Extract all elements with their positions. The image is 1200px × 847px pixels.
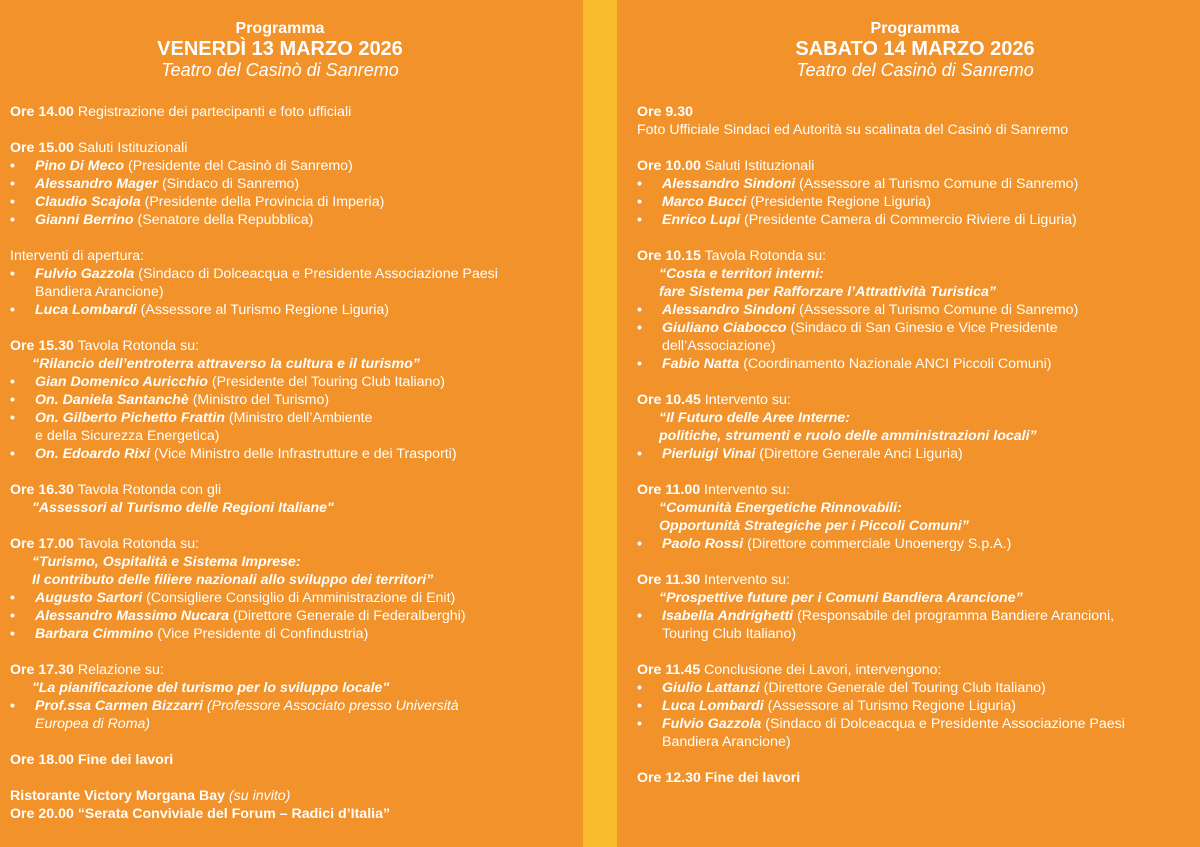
bullet-icon: • xyxy=(10,590,15,607)
session-time: Ore 10.15 xyxy=(637,248,701,265)
bullet-icon: • xyxy=(10,446,15,463)
session-greetings xyxy=(10,139,576,229)
session-time: Ore 11.30 xyxy=(637,572,701,589)
session-title: "La pianificazione del turismo per lo sviluppo locale" xyxy=(32,680,390,697)
speaker-name: On. Daniela Santanchè xyxy=(35,392,189,409)
session-title-cont: fare Sistema per Rafforzare l’Attrattività Turistica” xyxy=(659,284,996,301)
bullet-icon: • xyxy=(10,158,15,175)
center-divider xyxy=(583,0,617,847)
speaker-role-cont: Bandiera Arancione) xyxy=(35,284,164,301)
speaker-role: (Senatore della Repubblica) xyxy=(133,212,314,229)
day1-date: VENERDÌ 13 MARZO 2026 xyxy=(157,37,403,60)
session-time: Ore 14.00 xyxy=(10,104,74,121)
restaurant-name: Ristorante Victory Morgana Bay xyxy=(10,788,225,805)
session-time: Ore 11.00 xyxy=(637,482,701,499)
speaker-role: (Direttore Generale del Touring Club Italiano) xyxy=(759,680,1046,697)
speaker-item xyxy=(10,175,576,193)
bullet-icon: • xyxy=(10,608,15,625)
session-end xyxy=(637,769,1193,787)
session-opening xyxy=(10,247,576,319)
speaker-item xyxy=(637,535,1193,553)
session-title: “Il Futuro delle Aree Interne: xyxy=(659,410,851,427)
speaker-role: (Sindaco di Sanremo) xyxy=(158,176,300,193)
speaker-item xyxy=(10,391,576,409)
speaker-item xyxy=(10,625,576,643)
session-conclusion xyxy=(637,661,1193,751)
day2-venue: Teatro del Casinò di Sanremo xyxy=(796,60,1034,81)
speaker-item xyxy=(637,715,1193,751)
speaker-name: Barbara Cimmino xyxy=(35,626,154,643)
session-energy xyxy=(637,481,1193,553)
session-end-text: Ore 18.00 Fine dei lavori xyxy=(10,752,174,769)
speaker-role: (Sindaco di Dolceacqua e Presidente Associazione Paesi xyxy=(134,266,498,283)
session-title: “Comunità Energetiche Rinnovabili: xyxy=(659,500,902,517)
session-text: Intervento su: xyxy=(700,482,791,499)
speaker-item xyxy=(637,679,1193,697)
speaker-role: (Assessore al Turismo Regione Liguria) xyxy=(763,698,1017,715)
session-text: Tavola Rotonda su: xyxy=(73,536,200,553)
session-time: Ore 10.00 xyxy=(637,158,701,175)
day2-header xyxy=(637,20,1193,80)
bullet-icon: • xyxy=(637,446,642,463)
session-text: Intervento su: xyxy=(700,392,791,409)
speaker-item xyxy=(10,301,576,319)
day2-header-label: Programma xyxy=(870,20,960,37)
session-title-cont: Opportunità Strategiche per i Piccoli Comuni” xyxy=(659,518,969,535)
speaker-name: Giulio Lattanzi xyxy=(662,680,760,697)
speaker-item xyxy=(637,607,1193,643)
bullet-icon: • xyxy=(637,716,642,733)
speaker-role-cont: Touring Club Italiano) xyxy=(662,626,797,643)
speaker-name: Marco Bucci xyxy=(662,194,747,211)
speaker-name: Fulvio Gazzola xyxy=(35,266,135,283)
bullet-icon: • xyxy=(637,194,642,211)
bullet-icon: • xyxy=(10,302,15,319)
speaker-name: On. Edoardo Rixi xyxy=(35,446,151,463)
bullet-icon: • xyxy=(637,356,642,373)
speaker-item xyxy=(637,193,1193,211)
speaker-item xyxy=(637,301,1193,319)
speaker-role: (Presidente del Casinò di Sanremo) xyxy=(124,158,353,175)
bullet-icon: • xyxy=(637,536,642,553)
speaker-item xyxy=(10,607,576,625)
speaker-item xyxy=(10,157,576,175)
speaker-item xyxy=(637,319,1193,355)
session-greetings xyxy=(637,157,1193,229)
session-time: Ore 17.00 xyxy=(10,536,74,553)
speaker-role-cont: dell’Associazione) xyxy=(662,338,776,355)
session-roundtable-coast xyxy=(637,247,1193,373)
speaker-item xyxy=(10,697,576,733)
day2-date: SABATO 14 MARZO 2026 xyxy=(795,37,1035,60)
session-title: "Assessori al Turismo delle Regioni Italiane" xyxy=(32,500,334,517)
speaker-name: Claudio Scajola xyxy=(35,194,141,211)
speaker-role: (Responsabile del programma Bandiere Arancioni, xyxy=(793,608,1115,625)
session-time: Ore 15.30 xyxy=(10,338,74,355)
speaker-role: (Vice Presidente di Confindustria) xyxy=(153,626,369,643)
speaker-name: Alessandro Sindoni xyxy=(662,176,796,193)
session-title: “Costa e territori interni: xyxy=(659,266,824,283)
session-registration xyxy=(10,103,576,121)
speaker-role-cont: Bandiera Arancione) xyxy=(662,734,791,751)
speaker-name: Gianni Berrino xyxy=(35,212,134,229)
speaker-name: Luca Lombardi xyxy=(662,698,764,715)
session-time: Ore 10.45 xyxy=(637,392,701,409)
session-title-cont: Il contributo delle filiere nazionali allo sviluppo dei territori” xyxy=(32,572,434,589)
speaker-role: (Presidente Regione Liguria) xyxy=(746,194,931,211)
speaker-name: Enrico Lupi xyxy=(662,212,741,229)
session-title: “Turismo, Ospitalità e Sistema Imprese: xyxy=(32,554,301,571)
speaker-name: Pino Di Meco xyxy=(35,158,125,175)
speaker-role: (Ministro dell’Ambiente xyxy=(224,410,373,427)
bullet-icon: • xyxy=(10,698,15,715)
invite-note: (su invito) xyxy=(224,788,291,805)
speaker-item xyxy=(10,265,576,301)
bullet-icon: • xyxy=(10,626,15,643)
day1-header xyxy=(45,20,515,80)
speaker-role: (Sindaco di San Ginesio e Vice Presidente xyxy=(786,320,1058,337)
speaker-name: Fulvio Gazzola xyxy=(662,716,762,733)
speaker-item xyxy=(10,445,576,463)
speaker-item xyxy=(10,193,576,211)
session-end xyxy=(10,751,576,769)
session-title: “Prospettive future per i Comuni Bandiera Arancione” xyxy=(659,590,1023,607)
speaker-name: Luca Lombardi xyxy=(35,302,137,319)
session-future xyxy=(637,571,1193,643)
session-time: Ore 15.00 xyxy=(10,140,74,157)
day1-header-label: Programma xyxy=(235,20,325,37)
session-report xyxy=(10,661,576,733)
speaker-name: Fabio Natta xyxy=(662,356,740,373)
day2-column xyxy=(637,20,1193,805)
speaker-name: Prof.ssa Carmen Bizzarri xyxy=(35,698,203,715)
day1-column xyxy=(10,20,576,841)
speaker-item xyxy=(10,589,576,607)
bullet-icon: • xyxy=(637,212,642,229)
session-official-photo xyxy=(637,103,1193,139)
bullet-icon: • xyxy=(637,176,642,193)
session-text: Foto Ufficiale Sindaci ed Autorità su scalinata del Casinò di Sanremo xyxy=(637,122,1069,139)
session-time: Ore 16.30 xyxy=(10,482,74,499)
bullet-icon: • xyxy=(10,392,15,409)
speaker-name: Augusto Sartori xyxy=(35,590,143,607)
session-text: Tavola Rotonda su: xyxy=(73,338,200,355)
speaker-role-cont: e della Sicurezza Energetica) xyxy=(35,428,220,445)
speaker-item xyxy=(637,355,1193,373)
session-text: Saluti Istituzionali xyxy=(73,140,188,157)
speaker-role: (Ministro del Turismo) xyxy=(188,392,330,409)
speaker-name: Gian Domenico Auricchio xyxy=(35,374,208,391)
speaker-item xyxy=(637,211,1193,229)
speaker-role: (Assessore al Turismo Regione Liguria) xyxy=(136,302,390,319)
speaker-item xyxy=(10,409,576,445)
speaker-role: (Direttore commerciale Unoenergy S.p.A.) xyxy=(743,536,1012,553)
speaker-item xyxy=(10,373,576,391)
bullet-icon: • xyxy=(10,410,15,427)
session-text: Tavola Rotonda con gli xyxy=(73,482,222,499)
speaker-role: (Professore Associato presso Università xyxy=(202,698,459,715)
day1-venue: Teatro del Casinò di Sanremo xyxy=(161,60,399,81)
session-time: Ore 11.45 xyxy=(637,662,701,679)
speaker-name: On. Gilberto Pichetto Frattin xyxy=(35,410,225,427)
speaker-role: (Consigliere Consiglio di Amministrazione di Enit) xyxy=(142,590,456,607)
session-inner-areas xyxy=(637,391,1193,463)
speaker-role: (Presidente del Touring Club Italiano) xyxy=(207,374,446,391)
speaker-role: (Direttore Generale Anci Liguria) xyxy=(755,446,963,463)
speaker-role: (Sindaco di Dolceacqua e Presidente Associazione Paesi xyxy=(761,716,1125,733)
speaker-role: (Direttore Generale di Federalberghi) xyxy=(228,608,466,625)
bullet-icon: • xyxy=(10,176,15,193)
session-end-text: Ore 12.30 Fine dei lavori xyxy=(637,770,801,787)
speaker-item xyxy=(637,175,1193,193)
speaker-name: Paolo Rossi xyxy=(662,536,744,553)
speaker-name: Alessandro Massimo Nucara xyxy=(35,608,229,625)
session-assessors xyxy=(10,481,576,517)
speaker-role: (Assessore al Turismo Comune di Sanremo) xyxy=(795,176,1079,193)
session-text: Intervento su: xyxy=(700,572,791,589)
bullet-icon: • xyxy=(637,680,642,697)
speaker-role: (Presidente della Provincia di Imperia) xyxy=(140,194,385,211)
session-roundtable-enterprises xyxy=(10,535,576,643)
speaker-name: Alessandro Sindoni xyxy=(662,302,796,319)
dinner-line: Ore 20.00 “Serata Conviviale del Forum – Radici d’Italia” xyxy=(10,806,391,823)
speaker-item xyxy=(10,211,576,229)
session-time: Ore 17.30 xyxy=(10,662,74,679)
speaker-name: Alessandro Mager xyxy=(35,176,158,193)
speaker-item xyxy=(637,445,1193,463)
speaker-item xyxy=(637,697,1193,715)
speaker-name: Isabella Andrighetti xyxy=(662,608,794,625)
session-title: “Rilancio dell’entroterra attraverso la cultura e il turismo” xyxy=(32,356,420,373)
speaker-role: (Coordinamento Nazionale ANCI Piccoli Comuni) xyxy=(739,356,1052,373)
session-title-cont: politiche, strumenti e ruolo delle amministrazioni locali” xyxy=(659,428,1037,445)
bullet-icon: • xyxy=(637,608,642,625)
speaker-role-cont: Europea di Roma) xyxy=(35,716,151,733)
session-text: Conclusione dei Lavori, intervengono: xyxy=(700,662,942,679)
speaker-role: (Assessore al Turismo Comune di Sanremo) xyxy=(795,302,1079,319)
session-text: Interventi di apertura: xyxy=(10,248,145,265)
session-time: Ore 9.30 xyxy=(637,104,694,121)
speaker-role: (Vice Ministro delle Infrastrutture e dei Trasporti) xyxy=(150,446,457,463)
session-text: Relazione su: xyxy=(73,662,164,679)
speaker-role: (Presidente Camera di Commercio Riviere di Liguria) xyxy=(740,212,1077,229)
bullet-icon: • xyxy=(10,266,15,283)
bullet-icon: • xyxy=(637,698,642,715)
bullet-icon: • xyxy=(637,302,642,319)
session-roundtable-inland xyxy=(10,337,576,463)
bullet-icon: • xyxy=(637,320,642,337)
bullet-icon: • xyxy=(10,194,15,211)
session-text: Tavola Rotonda su: xyxy=(700,248,827,265)
speaker-name: Pierluigi Vinai xyxy=(662,446,756,463)
speaker-name: Giuliano Ciabocco xyxy=(662,320,787,337)
bullet-icon: • xyxy=(10,374,15,391)
bullet-icon: • xyxy=(10,212,15,229)
session-text: Registrazione dei partecipanti e foto ufficiali xyxy=(73,104,352,121)
session-text: Saluti Istituzionali xyxy=(700,158,815,175)
session-dinner xyxy=(10,787,576,823)
